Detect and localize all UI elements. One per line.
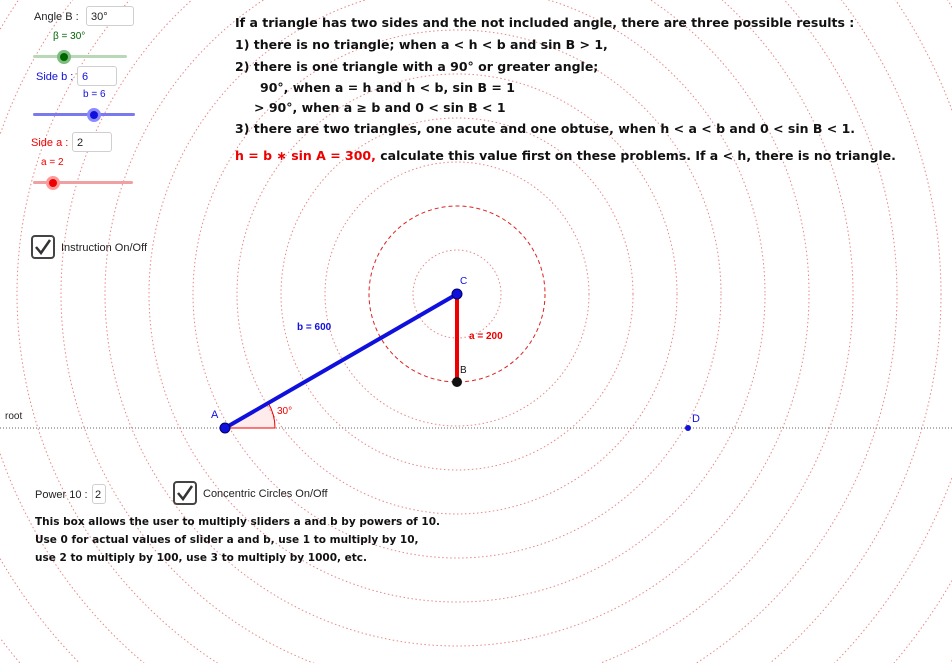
height-formula-note: calculate this value first on these problems. If a < h, there is no triangle. (375, 148, 896, 163)
b-slider-label: b = 6 (83, 89, 106, 100)
instruction-line-4: 90°, when a = h and h < b, sin B = 1 (260, 80, 515, 95)
beta-slider-handle[interactable] (57, 50, 71, 64)
checkmark-icon (33, 237, 53, 257)
beta-slider-track[interactable] (33, 55, 127, 58)
beta-slider-label: β = 30° (53, 31, 86, 42)
instruction-line-1: If a triangle has two sides and the not included angle, there are three possible results : (235, 15, 855, 30)
instruction-line-5: > 90°, when a ≥ b and 0 < sin B < 1 (254, 100, 506, 115)
instruction-line-2: 1) there is no triangle; when a < h < b and sin B > 1, (235, 37, 608, 52)
point-d[interactable] (685, 425, 691, 431)
side-b-input[interactable]: 6 (77, 66, 117, 86)
circles-checkbox[interactable] (173, 481, 197, 505)
instruction-line-3: 2) there is one triangle with a 90° or greater angle; (235, 59, 599, 74)
b-slider-track[interactable] (33, 113, 135, 116)
height-formula: h = b ∗ sin A = 300, (235, 148, 376, 163)
checkmark-icon (175, 483, 195, 503)
side-a-label: a = 200 (469, 331, 503, 342)
side-b-label: b = 600 (297, 322, 332, 333)
power-input-label: Power 10 : (35, 489, 88, 501)
power-note-line-1: This box allows the user to multiply sliders a and b by powers of 10. (35, 516, 440, 528)
point-a-label: A (211, 409, 219, 421)
side-b-segment[interactable] (225, 294, 457, 428)
side-a-input-label: Side a : (31, 137, 69, 149)
point-d-label: D (692, 413, 700, 425)
instruction-line-6: 3) there are two triangles, one acute and one obtuse, when h < a < b and 0 < sin B < 1. (235, 121, 856, 136)
point-a[interactable] (220, 423, 230, 433)
root-label: root (5, 411, 23, 422)
point-b[interactable] (452, 377, 462, 387)
power-input[interactable]: 2 (92, 484, 106, 504)
power-note-line-2: Use 0 for actual values of slider a and b, use 1 to multiply by 10, (35, 534, 419, 546)
point-c-label: C (460, 276, 468, 287)
side-a-input[interactable]: 2 (72, 132, 112, 152)
side-b-input-label: Side b : (36, 71, 74, 83)
a-slider-label: a = 2 (41, 157, 64, 168)
angle-b-label: 30° (277, 406, 293, 417)
angle-b-input-label: Angle B : (34, 11, 79, 23)
instruction-toggle-label: Instruction On/Off (61, 242, 148, 254)
angle-b-input[interactable]: 30° (86, 6, 134, 26)
instruction-line-7 (235, 148, 896, 163)
a-slider-handle[interactable] (46, 176, 60, 190)
instruction-checkbox[interactable] (31, 235, 55, 259)
circles-toggle-label: Concentric Circles On/Off (203, 488, 328, 500)
point-b-label: B (460, 365, 467, 376)
point-c[interactable] (452, 289, 462, 299)
power-note-line-3: use 2 to multiply by 100, use 3 to multiply by 1000, etc. (35, 552, 368, 564)
